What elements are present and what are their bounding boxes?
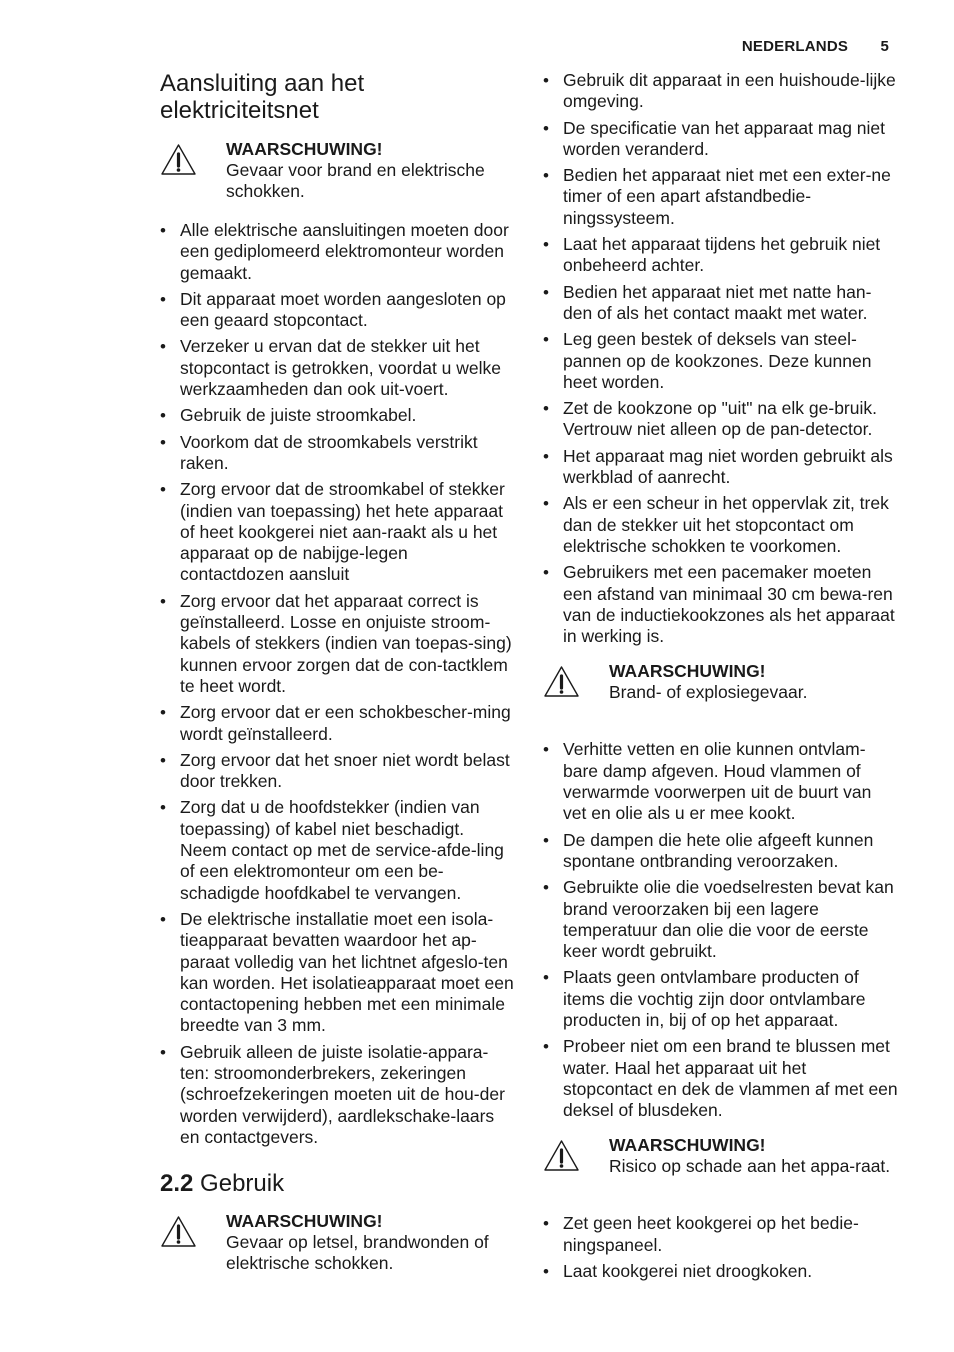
list-item: • De specificatie van het apparaat mag niet worden veranderd. (543, 118, 898, 161)
list-item: • Zet de kookzone op "uit" na elk ge-bruik. Vertrouw niet alleen op de pan-detector. (543, 398, 898, 441)
list-item: • Gebruik de juiste stroomkabel. (160, 405, 515, 426)
list-item: • Bedien het apparaat niet met natte han-den of als het contact maakt met water. (543, 282, 898, 325)
list-item: • Voorkom dat de stroomkabels verstrikt raken. (160, 432, 515, 475)
list-item: • Laat kookgerei niet droogkoken. (543, 1261, 898, 1282)
warning-text: Gevaar voor brand en elektrische schokken. (226, 160, 485, 201)
list-item: • Zorg ervoor dat het snoer niet wordt belast door trekken. (160, 750, 515, 793)
section-title-electrical: Aansluiting aan het elektriciteitsnet (160, 70, 365, 124)
list-item: • De elektrische installatie moet een isola-tieapparaat bevatten waardoor het ap-paraat volledig van het lichtnet afgeslo-ten kan worden. Het isolatieapparaat moet een contactopening hebben met een minimale breedte van 3 mm. (160, 909, 515, 1037)
warning-box (160, 1211, 515, 1274)
warning-triangle-icon (543, 665, 580, 698)
list-item: • Zorg ervoor dat er een schokbescher-ming wordt geïnstalleerd. (160, 702, 515, 745)
warning-text: Gevaar op letsel, brandwonden of elektrische schokken. (226, 1232, 489, 1274)
list-item: • Bedien het apparaat niet met een exter-ne timer of een apart afstandbedie-ningssysteem. (543, 165, 898, 229)
list-item: • Verhitte vetten en olie kunnen ontvlam-bare damp afgeven. Houd vlammen of verwarmde voorwerpen uit de buurt van vet en olie als u er mee kookt. (543, 739, 898, 824)
list-item: • De dampen die hete olie afgeeft kunnen spontane ontbranding veroorzaken. (543, 830, 898, 873)
list-item: • Het apparaat mag niet worden gebruikt als werkblad of aanrecht. (543, 446, 898, 489)
header-language: NEDERLANDS (741, 38, 849, 55)
list-item: • Plaats geen ontvlambare producten of items die vochtig zijn door ontvlambare producten in, bij of op het apparaat. (543, 967, 898, 1031)
list-item: • Zorg dat u de hoofdstekker (indien van toepassing) of kabel niet beschadigt. Neem contact op met de service-afde-ling of een elektromonteur om een be-schadigde hoofdkabel te vervangen. (160, 797, 515, 903)
list-item: • Als er een scheur in het oppervlak zit, trek dan de stekker uit het stopcontact om elektrische schokken te voorkomen. (543, 493, 898, 557)
list-item: • Alle elektrische aansluitingen moeten door een gediplomeerd elektromonteur worden gemaakt. (160, 220, 515, 284)
warning-title: WAARSCHUWING! (609, 1135, 766, 1156)
list-item: • Zorg ervoor dat het apparaat correct is geïnstalleerd. Losse en onjuiste stroom-kabels of stekkers (indien van toepas-sing) kunnen ervoor zorgen dat de con-tactklem te heet wordt. (160, 591, 515, 697)
section-title-usage (160, 1170, 515, 1197)
list-item: • Zet geen heet kookgerei op het bedie-ningspaneel. (543, 1213, 898, 1256)
right-column (543, 70, 898, 1287)
list-item: • Verzeker u ervan dat de stekker uit het stopcontact is getrokken, voordat u welke werkzaamheden dan ook uit-voert. (160, 336, 515, 400)
warning-title: WAARSCHUWING! (609, 661, 766, 682)
warning-box (160, 139, 515, 202)
section-number: 2.2 (160, 1170, 194, 1198)
warning-triangle-icon (543, 1139, 580, 1172)
page-number: 5 (880, 38, 889, 55)
warning-box (543, 1135, 898, 1195)
warning-title: WAARSCHUWING! (226, 1211, 383, 1232)
electrical-safety-list (160, 220, 515, 1148)
damage-safety-list (543, 1213, 898, 1282)
page-header (742, 38, 889, 55)
list-item: • Gebruikers met een pacemaker moeten een afstand van minimaal 30 cm bewa-ren van de inductiekookzones als het apparaat in werking is. (543, 562, 898, 647)
list-item: • Dit apparaat moet worden aangesloten op een geaard stopcontact. (160, 289, 515, 332)
list-item: • Gebruikte olie die voedselresten bevat kan brand veroorzaken bij een lagere temperatuur dan olie die voor de eerste keer wordt gebruikt. (543, 877, 898, 962)
fire-safety-list (543, 739, 898, 1121)
section-title-text: Gebruik (200, 1170, 285, 1198)
warning-triangle-icon (160, 1215, 197, 1248)
left-column (160, 70, 515, 1292)
list-item: • Probeer niet om een brand te blussen met water. Haal het apparaat uit het stopcontact en dek de vlammen af met een deksel of blusdeken. (543, 1036, 898, 1121)
warning-title: WAARSCHUWING! (226, 139, 383, 159)
warning-triangle-icon (160, 143, 197, 176)
warning-text: Risico op schade aan het appa-raat. (609, 1156, 891, 1177)
list-item: • Laat het apparaat tijdens het gebruik niet onbeheerd achter. (543, 234, 898, 277)
list-item: • Gebruik dit apparaat in een huishoude-lijke omgeving. (543, 70, 898, 113)
list-item: • Gebruik alleen de juiste isolatie-appara-ten: stroomonderbrekers, zekeringen (schroefzekeringen moeten uit de hou-der worden verwijderd), aardlekschake-laars en contactgevers. (160, 1042, 515, 1148)
list-item: • Leg geen bestek of deksels van steel-pannen op de kookzones. Deze kunnen heet worden. (543, 329, 898, 393)
usage-safety-list (543, 70, 898, 647)
warning-box (543, 661, 898, 721)
list-item: • Zorg ervoor dat de stroomkabel of stekker (indien van toepassing) het hete apparaat of heet kookgerei niet aan-raakt als u het apparaat op de nabijge-legen contactdozen aansluit (160, 479, 515, 585)
warning-text: Brand- of explosiegevaar. (609, 682, 808, 703)
